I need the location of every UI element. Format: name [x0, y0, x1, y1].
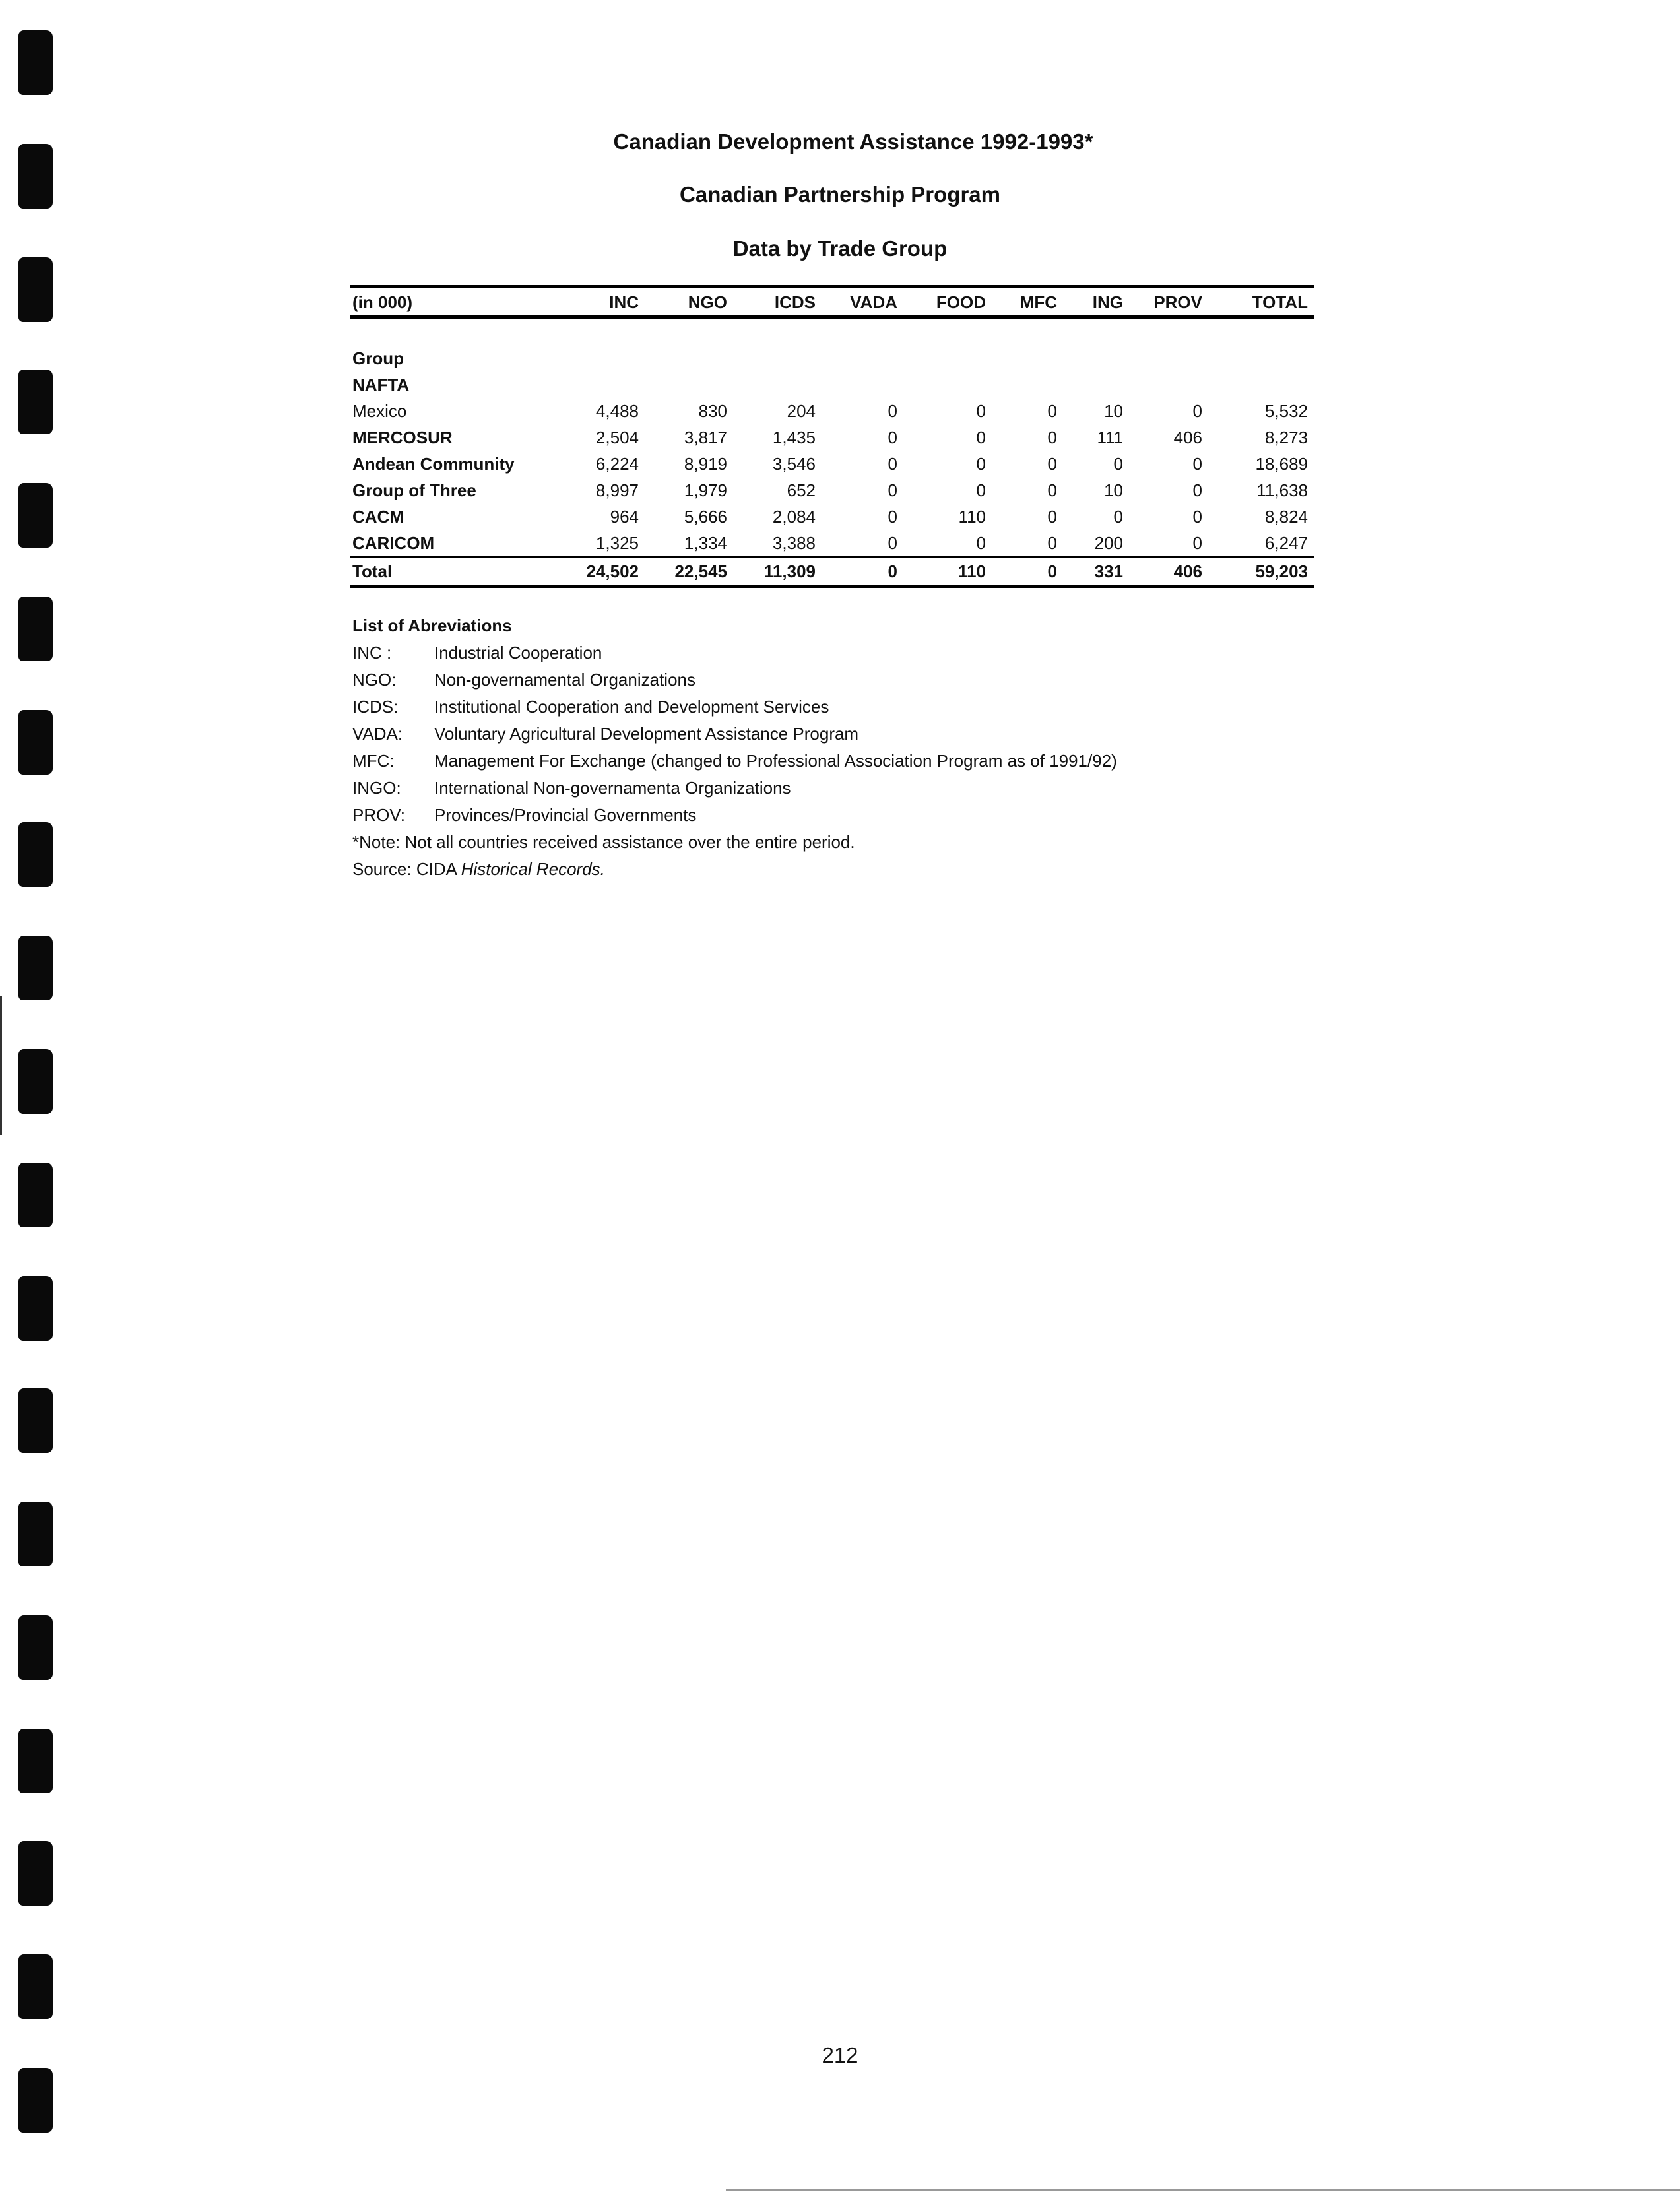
abbreviation-key: NGO: [352, 670, 397, 690]
punch-mark [18, 1163, 53, 1227]
punch-mark [18, 1388, 53, 1453]
table-cell: 0 [888, 480, 897, 500]
table-cell: 8,273 [1264, 427, 1308, 447]
table-cell: 1,325 [595, 532, 639, 553]
table-cell: 830 [698, 401, 727, 421]
punch-mark [18, 597, 53, 661]
table-cell: 1,979 [684, 480, 727, 500]
row-label: MERCOSUR [352, 427, 453, 447]
table-cell: 24,502 [554, 558, 645, 587]
abbreviation-item [352, 639, 1117, 666]
source-title: Historical Records. [461, 859, 605, 879]
table-cell: 0 [888, 506, 897, 527]
punch-mark [18, 1276, 53, 1341]
table-cell: 0 [822, 558, 904, 587]
table-cell: 652 [787, 480, 816, 500]
table-cell: 0 [976, 401, 986, 421]
table-cell: 0 [888, 453, 897, 474]
abbreviation-key: VADA: [352, 724, 403, 744]
source-prefix: Source: CIDA [352, 859, 461, 879]
table-cell: 0 [1047, 427, 1057, 447]
abbreviation-description: Non-governamental Organizations [434, 670, 695, 690]
section-label: NAFTA [352, 374, 410, 395]
table-cell: 110 [904, 558, 992, 587]
page-subtitle: Canadian Partnership Program [680, 182, 1000, 207]
row-label: CARICOM [352, 532, 435, 553]
table-cell: 0 [1113, 453, 1123, 474]
abbreviation-key: ICDS: [352, 697, 399, 717]
data-table-container [350, 285, 1314, 588]
table-cell: 0 [976, 427, 986, 447]
column-header: ICDS [774, 292, 816, 312]
table-cell: 11,309 [734, 558, 822, 587]
column-header: FOOD [936, 292, 986, 312]
abbreviation-item [352, 694, 1117, 721]
table-cell: 0 [976, 480, 986, 500]
column-header: (in 000) [352, 292, 413, 312]
section-label-row [350, 345, 1314, 371]
table-cell: 0 [1113, 506, 1123, 527]
table-cell: 204 [787, 401, 816, 421]
table-cell: 0 [1047, 401, 1057, 421]
punch-mark [18, 1841, 53, 1906]
row-label: Mexico [352, 401, 407, 421]
table-cell: 2,504 [595, 427, 639, 447]
table-cell: 22,545 [645, 558, 734, 587]
page-title: Canadian Development Assistance 1992-1993* [613, 129, 1093, 154]
abbreviation-key: PROV: [352, 805, 405, 825]
table-cell: 0 [888, 427, 897, 447]
footnote: *Note: Not all countries received assistance over the entire period. [352, 832, 855, 852]
table-cell: 8,919 [684, 453, 727, 474]
table-row [350, 503, 1314, 530]
table-cell: 5,666 [684, 506, 727, 527]
abbreviation-description: Industrial Cooperation [434, 643, 602, 662]
page-number: 212 [822, 2043, 858, 2067]
table-cell: 6,224 [595, 453, 639, 474]
table-cell: 0 [1047, 506, 1057, 527]
abbreviation-item [352, 748, 1117, 775]
punch-mark [18, 1615, 53, 1680]
punch-mark [18, 2068, 53, 2133]
table-cell: 3,546 [772, 453, 816, 474]
table-cell: 0 [1192, 453, 1202, 474]
abbreviation-description: Provinces/Provincial Governments [434, 805, 697, 825]
table-row [350, 530, 1314, 558]
table-row [350, 424, 1314, 451]
abbreviations-list [352, 612, 1117, 883]
table-cell: 3,817 [684, 427, 727, 447]
binder-punch-marks [18, 0, 58, 2194]
trade-group-table [350, 285, 1314, 588]
table-cell: 10 [1104, 401, 1123, 421]
table-row [350, 451, 1314, 477]
punch-mark [18, 30, 53, 95]
punch-mark [18, 1954, 53, 2019]
column-header: VADA [850, 292, 897, 312]
table-cell: 406 [1173, 427, 1202, 447]
abbreviations-items [352, 639, 1117, 829]
punch-mark [18, 257, 53, 322]
table-cell: 0 [1192, 401, 1202, 421]
abbreviation-item [352, 775, 1117, 802]
abbreviation-description: Voluntary Agricultural Development Assistance Program [434, 724, 859, 744]
table-cell: 18,689 [1255, 453, 1308, 474]
source-line [352, 856, 1117, 883]
table-cell: 59,203 [1209, 558, 1314, 587]
table-cell: 1,435 [772, 427, 816, 447]
punch-mark [18, 1729, 53, 1793]
row-label: CACM [352, 506, 404, 527]
row-label: Group of Three [352, 480, 476, 500]
table-cell: 6,247 [1264, 532, 1308, 553]
abbreviation-item [352, 666, 1117, 694]
abbreviation-key: INC : [352, 643, 392, 662]
punch-mark [18, 1049, 53, 1114]
table-cell: 331 [1064, 558, 1130, 587]
table-cell: 0 [1192, 480, 1202, 500]
table-cell: 3,388 [772, 532, 816, 553]
abbreviation-description: International Non-governamenta Organizations [434, 778, 791, 798]
abbreviation-description: Management For Exchange (changed to Professional Association Program as of 1991/92) [434, 751, 1117, 771]
table-cell: 0 [1047, 453, 1057, 474]
table-cell: 0 [1192, 532, 1202, 553]
table-cell: 1,334 [684, 532, 727, 553]
table-cell: 406 [1130, 558, 1209, 587]
row-label: Total [350, 558, 554, 587]
page-edge-line [0, 996, 2, 1135]
table-cell: 0 [1192, 506, 1202, 527]
punch-mark [18, 1502, 53, 1566]
punch-mark [18, 370, 53, 434]
abbreviation-key: INGO: [352, 778, 401, 798]
table-cell: 4,488 [595, 401, 639, 421]
table-cell: 0 [992, 558, 1064, 587]
table-cell: 200 [1094, 532, 1123, 553]
table-row [350, 398, 1314, 424]
table-cell: 8,997 [595, 480, 639, 500]
spacer-row [350, 317, 1314, 346]
bottom-edge-rule [726, 2189, 1680, 2191]
abbreviation-description: Institutional Cooperation and Development Services [434, 697, 829, 717]
row-label: Andean Community [352, 453, 515, 474]
punch-mark [18, 710, 53, 775]
column-header: PROV [1153, 292, 1202, 312]
section-label-row [350, 371, 1314, 398]
column-header: MFC [1019, 292, 1057, 312]
abbreviation-key: MFC: [352, 751, 395, 771]
table-cell: 964 [610, 506, 639, 527]
table-cell: 8,824 [1264, 506, 1308, 527]
table-row [350, 477, 1314, 503]
table-cell: 5,532 [1264, 401, 1308, 421]
abbreviation-item [352, 802, 1117, 829]
table-cell: 0 [1047, 532, 1057, 553]
table-header-row [350, 287, 1314, 317]
table-title: Data by Trade Group [732, 236, 948, 261]
table-body [350, 317, 1314, 587]
table-cell: 11,638 [1256, 480, 1308, 500]
table-total-row [350, 558, 1314, 587]
column-header: INC [609, 292, 639, 312]
table-cell: 10 [1104, 480, 1123, 500]
column-header: TOTAL [1252, 292, 1308, 312]
table-cell: 110 [958, 506, 986, 527]
section-label: Group [352, 348, 404, 368]
table-cell: 0 [888, 532, 897, 553]
punch-mark [18, 936, 53, 1000]
table-cell: 0 [976, 453, 986, 474]
column-header: NGO [688, 292, 727, 312]
table-cell: 111 [1097, 427, 1123, 447]
table-cell: 2,084 [772, 506, 816, 527]
abbreviations-heading: List of Abreviations [352, 616, 512, 635]
punch-mark [18, 483, 53, 548]
table-cell: 0 [976, 532, 986, 553]
abbreviation-item [352, 721, 1117, 748]
table-cell: 0 [1047, 480, 1057, 500]
punch-mark [18, 822, 53, 887]
column-header: ING [1092, 292, 1123, 312]
table-cell: 0 [888, 401, 897, 421]
